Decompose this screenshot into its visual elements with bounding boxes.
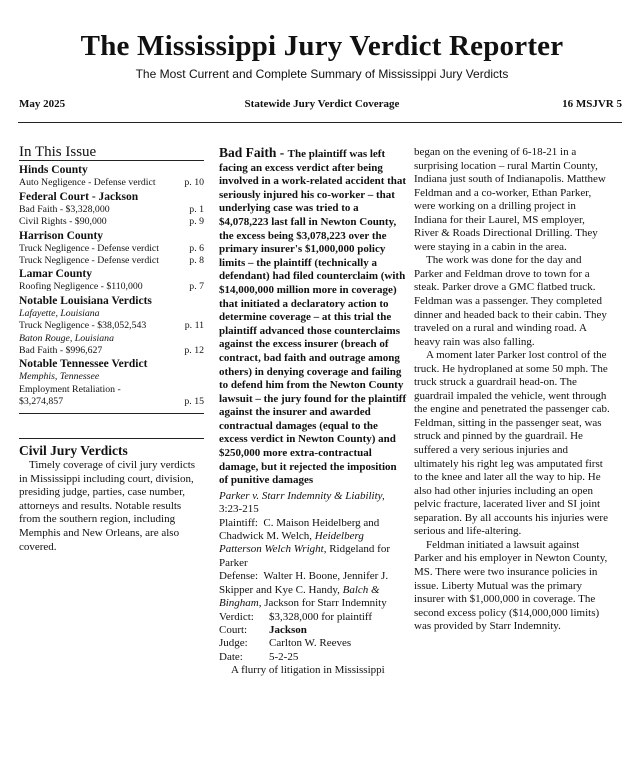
- toc-entry-page: p. 15: [184, 396, 204, 408]
- article-paragraph: A moment later Parker lost control of the truck. He hydroplaned at some 50 mph. The truck struck a guardrail head-on. The guardrail impaled the vehicle, went through the engine and penetrated the passenger cab. Feldman, sitting in the passenger seat, was struck and pinned by the guardrail. He suffered a very serious injuries and ultimately his right leg was amputated first to the knee and later all the way to hip. He also had other injuries including an open pelvic fracture, lacerated liver and SI joint separation. By all accounts his injuries were serious and life-altering.: [414, 349, 610, 538]
- toc-entry-title: Civil Rights - $90,000: [19, 216, 107, 228]
- court-value: Jackson: [269, 623, 307, 636]
- toc-entry[interactable]: [19, 204, 204, 216]
- issue-number: 16 MSJVR 5: [562, 98, 622, 110]
- plaintiff-label: Plaintiff:: [219, 516, 258, 529]
- judge-value: Carlton W. Reeves: [269, 637, 352, 650]
- newsletter-title: The Mississippi Jury Verdict Reporter: [80, 30, 564, 62]
- toc-entry-page: p. 1: [189, 203, 204, 215]
- toc-entry[interactable]: [19, 177, 204, 189]
- toc-location: Lafayette, Louisiana: [19, 307, 100, 319]
- toc-section-heading: Harrison County: [19, 229, 104, 242]
- toc-entry-page: p. 8: [189, 255, 204, 267]
- toc-entry[interactable]: [19, 216, 204, 228]
- table-of-contents: [19, 163, 204, 408]
- issue-date: May 2025: [19, 98, 66, 110]
- toc-bottom-rule: [19, 413, 204, 414]
- toc-section-heading: Lamar County: [19, 268, 92, 281]
- article-lead-text: The plaintiff was left facing an excess verdict after being involved in a work-related accident that seriously injured his co-worker – that underlying case was tried to a $4,078,223 last fall in Newton County, the excess being $3,078,223 over the primary insurer's $1,000,000 policy limits – the plaintiff (technically a defendant) had filed counterclaim (with $14,000,000 million more in coverage) that initiated a declaratory action to determine coverage – at this trial the plaintiff advanced those counterclaims against the excess insurer (breach of contract, bad faith and outrage among others) in denying coverage and failing to defend him from the Newton County lawsuit – the jury found for the plaintiff against the insurer and awarded contractual damages (equal to the excess verdict in Newton County) and $250,000 more extra-contractual damage, but it rejected the imposition of punitive damages: [219, 148, 407, 487]
- toc-entry[interactable]: [19, 255, 204, 267]
- defense-city: , Jackson for Starr Indemnity: [258, 597, 387, 610]
- plaintiff-city: , Ridgeland for Parker: [219, 543, 390, 569]
- toc-title: In This Issue: [19, 146, 204, 161]
- toc-location: Baton Rouge, Louisiana: [19, 332, 114, 344]
- toc-entry-page: p. 11: [184, 320, 204, 332]
- plaintiff-counsel: [219, 517, 407, 571]
- article-lead: [219, 146, 407, 488]
- toc-entry-title: Truck Negligence - Defense verdict: [19, 255, 160, 267]
- toc-entry-title: Roofing Negligence - $110,000: [19, 281, 143, 293]
- toc-entry-page: p. 9: [189, 216, 204, 228]
- judge-label: Judge:: [219, 637, 248, 650]
- toc-entry-page: p. 10: [184, 177, 204, 189]
- verdict-label: Verdict:: [219, 610, 254, 623]
- article-body-start: A flurry of litigation in Mississippi: [231, 664, 385, 677]
- header-rule: [18, 122, 622, 123]
- article-column-2: [414, 146, 610, 634]
- article-heading: Bad Faith -: [219, 145, 288, 160]
- toc-entry-page: p. 6: [189, 242, 204, 254]
- toc-entry-title: Truck Negligence - Defense verdict: [19, 242, 160, 254]
- toc-section-heading: Notable Louisiana Verdicts: [19, 294, 152, 307]
- toc-entry[interactable]: [19, 320, 204, 332]
- date-value: 5-2-25: [269, 650, 299, 663]
- toc-entry-page: p. 12: [184, 345, 204, 357]
- toc-section-heading: Notable Tennessee Verdict: [19, 358, 148, 371]
- date-label: Date:: [219, 650, 243, 663]
- court-label: Court:: [219, 623, 248, 636]
- toc-entry[interactable]: [19, 243, 204, 255]
- coverage-label: Statewide Jury Verdict Coverage: [244, 98, 400, 110]
- defense-label: Defense:: [219, 570, 259, 583]
- left-column: [19, 146, 204, 554]
- plaintiff-attorneys: C. Maison Heidelberg and Chadwick M. Welch,: [219, 516, 380, 543]
- toc-entry-title: Bad Faith - $996,627: [19, 345, 103, 357]
- article-paragraph: The work was done for the day and Parker and Feldman drove to town for a steak. Parker drove a GMC flatbed truck. Feldman was a passenger. They completed dinner and headed back to their cabin. They traveled on a rural and winding road. A heavy rain was also falling.: [414, 254, 607, 348]
- toc-entry-title: Auto Negligence - Defense verdict: [19, 177, 156, 189]
- toc-entry[interactable]: [19, 345, 204, 357]
- toc-entry[interactable]: [19, 281, 204, 293]
- article-paragraph: Feldman initiated a lawsuit against Parker and his employer in Newton County, MS. There were two insurance policies in issue. Liberty Mutual was the primary insurer with $1,000,000 in coverage. The second excess policy ($14,000,000 limits) was provided by Starr Indemnity.: [414, 538, 608, 633]
- article-paragraph: began on the evening of 6-18-21 in a surprising location – rural Martin County, Indiana just south of Indianapolis. Matthew Feldman and a co-worker, Ethan Parker, were working on a drilling project in Indiana for their Laurel, MS employer, River & Roads Directional Drilling. They were staying in a cabin in the area.: [414, 146, 606, 253]
- case-details: [219, 611, 407, 665]
- defense-attorneys: Walter H. Boone, Jennifer J. Skipper and Kye C. Handy,: [219, 570, 389, 596]
- verdict-value: $3,328,000 for plaintiff: [269, 610, 373, 623]
- toc-entry-title: Bad Faith - $3,328,000: [19, 203, 110, 215]
- toc-entry-title: Employment Retaliation - $3,274,857: [19, 383, 121, 408]
- article-column-1: [219, 146, 407, 678]
- civil-verdicts-text: Timely coverage of civil jury verdicts in Mississippi including court, division, presiding judge, parties, case number, attorneys and results. Notable results from the southern region, including Memphis and New Orleans, are also covered.: [19, 459, 196, 553]
- defense-firm: Balch & Bingham: [219, 583, 380, 610]
- case-caption: Parker v. Starr Indemnity & Liability,: [219, 489, 385, 502]
- plaintiff-firm: Heidelberg Patterson Welch Wright: [219, 530, 364, 556]
- toc-section-heading: Federal Court - Jackson: [19, 190, 139, 203]
- toc-entry-page: p. 7: [189, 281, 204, 293]
- toc-location: Memphis, Tennessee: [19, 371, 100, 383]
- civil-verdicts-title: Civil Jury Verdicts: [19, 438, 204, 457]
- toc-entry[interactable]: [19, 384, 204, 409]
- toc-section-heading: Hinds County: [19, 164, 88, 177]
- defense-counsel: [219, 570, 407, 610]
- case-number: 3:23-215: [219, 503, 259, 516]
- newsletter-subtitle: The Most Current and Complete Summary of Mississippi Jury Verdicts: [135, 67, 509, 81]
- toc-entry-title: Truck Negligence - $38,052,543: [19, 320, 147, 332]
